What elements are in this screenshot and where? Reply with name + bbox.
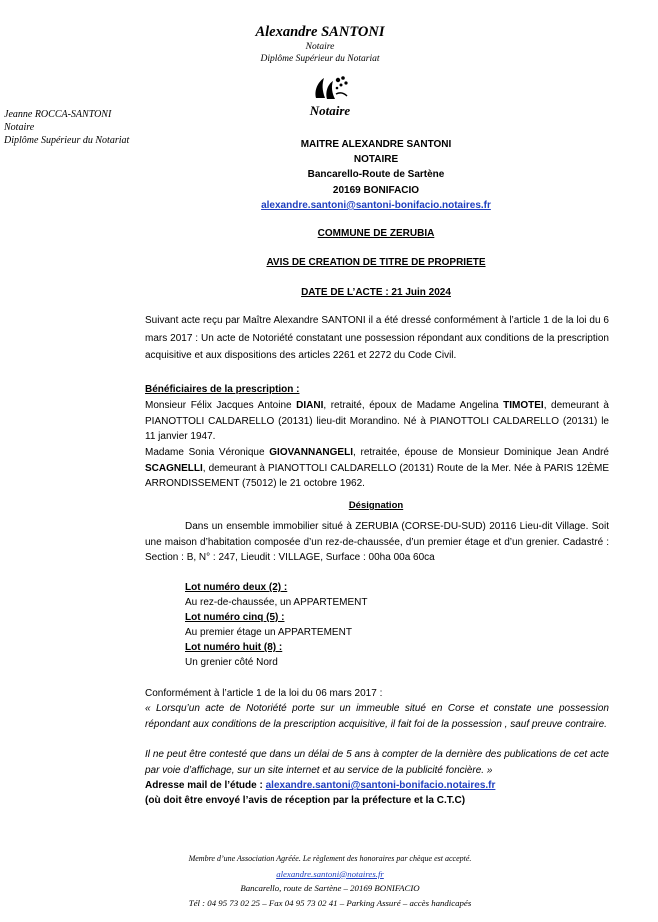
associate-diploma: Diplôme Supérieur du Notariat: [4, 135, 130, 146]
associate-name: Jeanne ROCCA-SANTONI: [4, 109, 112, 120]
footer-email-link[interactable]: alexandre.santoni@notaires.fr: [276, 868, 384, 879]
designation-heading: Désignation: [348, 500, 404, 511]
conformement-line: Conformément à l’article 1 de la loi du 06 mars 2017 :: [145, 688, 383, 699]
mail-note: (où doit être envoyé l’avis de réception par la préfecture et la C.T.C): [145, 795, 466, 806]
office-line-2: NOTAIRE: [353, 154, 399, 166]
notary-title: Notaire: [305, 42, 335, 52]
mail-label: Adresse mail de l’étude :: [145, 780, 266, 791]
lot-2-desc: Au rez-de-chaussée, un APPARTEMENT: [185, 597, 368, 608]
notary-diploma: Diplôme Supérieur du Notariat: [260, 54, 380, 64]
office-line-4: 20169 BONIFACIO: [332, 184, 420, 196]
lot-8-label: Lot numéro huit (8) :: [185, 642, 283, 653]
lot-5-label: Lot numéro cinq (5) :: [185, 612, 285, 623]
avis-heading: AVIS DE CREATION DE TITRE DE PROPRIETE: [266, 257, 486, 268]
beneficiary-2-surname: GIOVANNANGELI: [269, 447, 353, 458]
associate-block: [4, 108, 129, 147]
beneficiaires-heading: Bénéficiaires de la prescription :: [145, 384, 300, 395]
office-line-3: Bancarello-Route de Sartène: [307, 169, 445, 181]
letterhead: [180, 24, 460, 65]
lots-list: [185, 580, 368, 670]
quote-paragraph-2: Il ne peut être contesté que dans un délai de 5 ans à compter de la dernière des publications de cet acte par voie d’affichage, sur un site internet et au service de la publicité foncière. »: [145, 749, 609, 776]
spouse-1-surname: TIMOTEI: [503, 400, 544, 411]
notaire-logo: [290, 72, 370, 117]
spouse-2-surname: SCAGNELLI: [145, 462, 203, 474]
beneficiary-2: Madame Sonia Véronique GIOVANNANGELI, retraitée, épouse de Monsieur Dominique Jean André SCAGNELLI, demeurant à PIANOTTOLI CALDARELLO (20131) Route de la Mer. Née à PARIS 12ÈME ARRONDISSEMENT (75012) le 21 octobre 1962.: [145, 447, 609, 489]
marianne-logo-icon: [308, 72, 352, 102]
beneficiary-1: Monsieur Félix Jacques Antoine DIANI, retraité, époux de Madame Angelina TIMOTEI, demeurant à PIANOTTOLI CALDARELLO (20131) lieu-dit Morandino. Né à PIANOTTOLI CALDARELLO (20131) le 11 janvier 1947.: [145, 400, 609, 442]
lot-8-desc: Un grenier côté Nord: [185, 657, 278, 668]
footer-contact: Tél : 04 95 73 02 25 – Fax 04 95 73 02 41 – Parking Assuré – accès handicapés: [188, 897, 472, 908]
quote-paragraph-1: « Lorsqu’un acte de Notoriété porte sur un immeuble situé en Corse et constate une possession répondant aux conditions de la prescription acquisitive, il fait foi de la possession , sauf preuve contraire.: [145, 703, 609, 730]
notary-name: Alexandre SANTONI: [255, 24, 385, 40]
footer-line-1: Membre d’une Association Agréée. Le règlement des honoraires par chèque est accepté.: [188, 854, 472, 863]
lot-5-desc: Au premier étage un APPARTEMENT: [185, 627, 352, 638]
lot-2-label: Lot numéro deux (2) :: [185, 582, 288, 593]
office-block: [226, 137, 526, 213]
associate-title: Notaire: [4, 122, 35, 133]
beneficiary-1-surname: DIANI: [296, 400, 324, 411]
designation-paragraph: Dans un ensemble immobilier situé à ZERUBIA (CORSE-DU-SUD) 20116 Lieu-dit Village. Soit une maison d’habitation composée d’un rez-de-chaussée, d’un premier étage et d’un grenier. Cadastré : Section : B, N° : 247, Lieudit : VILLAGE, Surface : 00ha 00a 60ca: [145, 521, 609, 563]
intro-paragraph: Suivant acte reçu par Maître Alexandre SANTONI il a été dressé conformément à l’article 1 de la loi du 6 mars 2017 : Un acte de Notoriété constatant une possession répondant aux conditions de la prescription acquisitive et aux dispositions des articles 2261 et 2272 du Code Civil.: [145, 315, 609, 361]
mail-link[interactable]: alexandre.santoni@santoni-bonifacio.notaires.fr: [265, 780, 496, 791]
office-line-1: MAITRE ALEXANDRE SANTONI: [300, 139, 452, 150]
office-email-link[interactable]: alexandre.santoni@santoni-bonifacio.notaires.fr: [261, 199, 491, 211]
mail-line: [145, 778, 615, 794]
footer-address: Bancarello, route de Sartène – 20169 BONIFACIO: [240, 883, 420, 893]
logo-text: Notaire: [309, 103, 351, 118]
date-heading: DATE DE L’ACTE : 21 Juin 2024: [301, 287, 451, 298]
commune-heading: COMMUNE DE ZERUBIA: [317, 228, 435, 239]
footer: [100, 852, 560, 910]
